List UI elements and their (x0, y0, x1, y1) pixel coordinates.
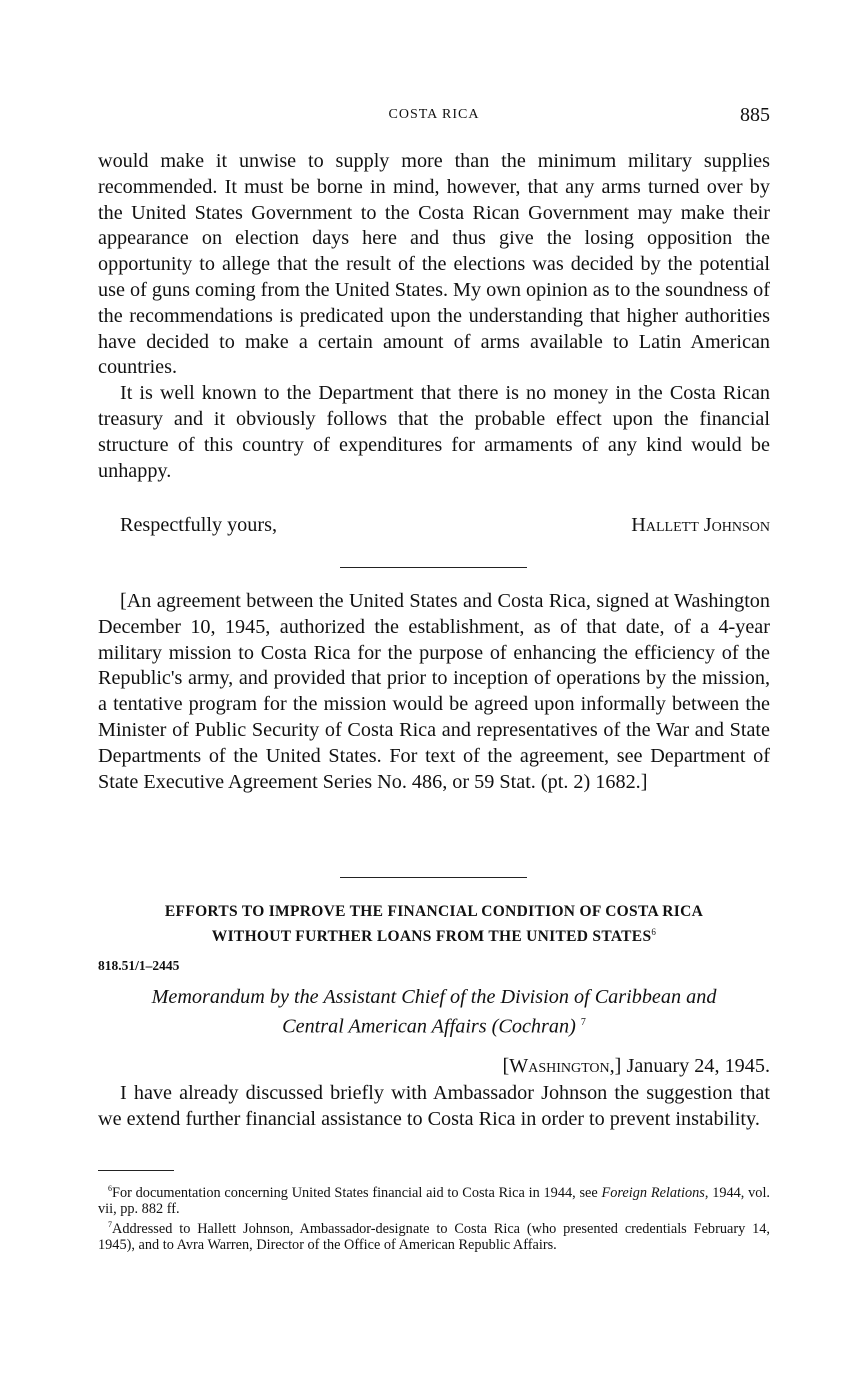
file-number: 818.51/1–2445 (98, 958, 180, 973)
memo-body (98, 1081, 770, 1133)
valediction: Respectfully yours, (120, 514, 277, 536)
section-heading-line-1: EFFORTS TO IMPROVE THE FINANCIAL CONDITION OF COSTA RICA (164, 903, 704, 920)
section-divider (340, 877, 527, 878)
letter-paragraph-1: would make it unwise to supply more than the minimum military supplies recommended. It must be borne in mind, however, that any arms turned over by the United States Government to the Costa Rican Government may make their appearance on election days here and thus give the losing opposition the opportunity to allege that the result of the elections was decided by the potential use of guns coming from the United States. My own opinion as to the soundness of the recommendations is predicated upon the understanding that higher authorities have decided to make a certain amount of arms available to Latin American countries. (98, 150, 770, 379)
signature: Hallett Johnson (631, 514, 770, 536)
section-heading (98, 901, 770, 947)
memo-paragraph: I have already discussed briefly with Ambassador Johnson the suggestion that we extend further financial assistance to Costa Rica in order to prevent instability. (98, 1082, 770, 1130)
memo-title (98, 984, 770, 1040)
letter-closing (98, 512, 770, 538)
footnotes (98, 1181, 770, 1253)
section-heading-line-2: WITHOUT FURTHER LOANS FROM THE UNITED STATES$^6$ (211, 927, 657, 946)
dateline-place: [Washington,] (502, 1055, 622, 1077)
page-header (98, 104, 770, 128)
footnote-ref: 7 (580, 1017, 586, 1028)
editorial-note-block (98, 589, 770, 795)
footnote-7: $^7$Addressed to Hallett Johnson, Ambassador-designate to Costa Rica (who presented credentials February 14, 1945), and to Avra Warren, Director of the Office of American Republic Affairs. (98, 1219, 770, 1253)
dateline-date: January 24, 1945. (626, 1055, 770, 1077)
footnote-divider (98, 1170, 174, 1171)
section-divider (340, 567, 527, 568)
footnote-6: $^6$For documentation concerning United States financial aid to Costa Rica in 1944, see Foreign Relations, 1944, vol. vii, pp. 882 ff. (98, 1184, 770, 1217)
editorial-note: [An agreement between the United States and Costa Rica, signed at Washington December 10, 1945, authorized the establishment, as of that date, of a 4-year military mission to Costa Rica for the purpose of enhancing the efficiency of the Republic's army, and provided that prior to inception of operations by the mission, a tentative program for the mission would be agreed upon informally between the Minister of Public Security of Costa Rica and representatives of the War and State Departments of the United States. For text of the agreement, see Department of State Executive Agreement Series No. 486, or 59 Stat. (pt. 2) 1682.] (98, 590, 770, 793)
dateline (502, 1053, 770, 1079)
page-number: 885 (740, 104, 770, 126)
running-title: COSTA RICA (388, 107, 480, 122)
memo-title-line-1: Memorandum by the Assistant Chief of the Division of Caribbean and (151, 986, 717, 1008)
footnote-ref: 6 (651, 927, 657, 937)
memo-title-line-2: Central American Affairs (Cochran) $^7$ (282, 1015, 586, 1038)
letter-paragraph-2: It is well known to the Department that there is no money in the Costa Rican treasury and it obviously follows that the probable effect upon the financial structure of this country of expenditures for armaments of any kind would be unhappy. (98, 382, 770, 482)
letter-continuation (98, 149, 770, 484)
